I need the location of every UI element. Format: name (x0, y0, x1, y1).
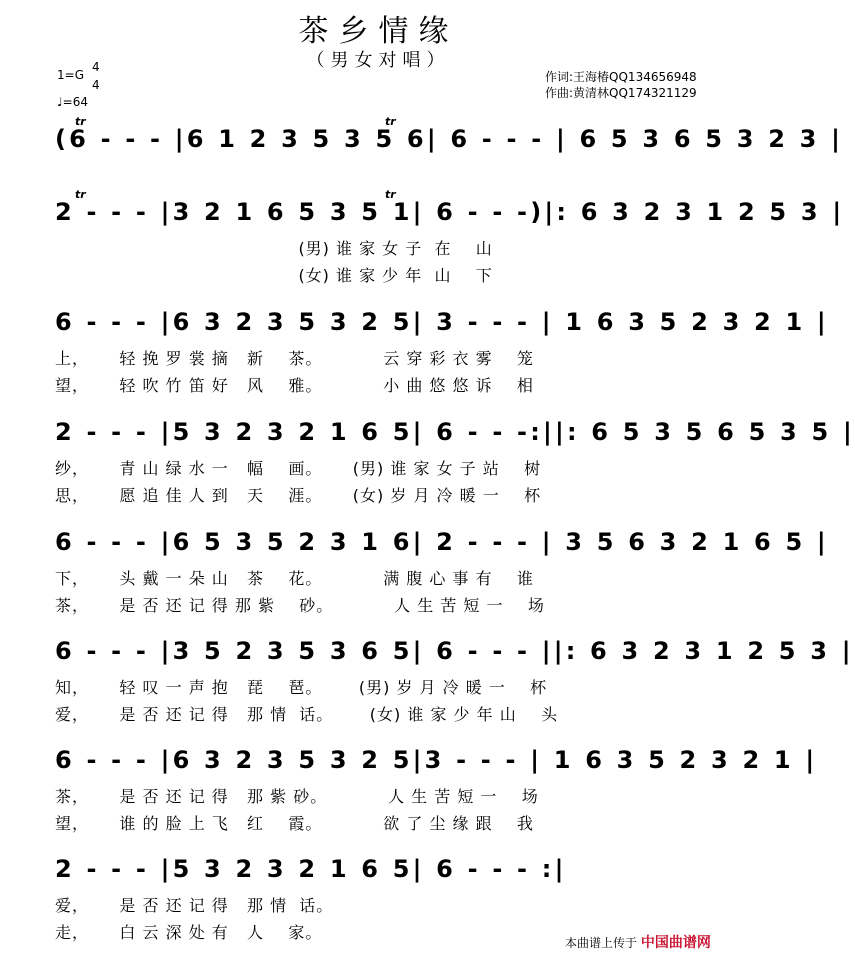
notation-line: 2 - - - |5 3 2 3 2 1 6 5| 6 - - - :| (55, 855, 567, 883)
lyric-line-2: 走， 白 云 深 处 有 人 家。 (55, 923, 323, 942)
notation-line: 2 - - - |3 2 1 6 5 3 5 1| 6 - - -)|: 6 3 2 3 1 2 5 3 | (55, 198, 845, 226)
score-row-8 (0, 855, 757, 942)
footer-prefix: 本曲谱上传于 (565, 936, 638, 950)
time-signature-top: 4 (92, 60, 100, 74)
site-brand-logo[interactable]: 中国曲谱网 (640, 935, 711, 951)
lyric-line-2: 望， 轻 吹 竹 笛 好 风 雅。 小 曲 悠 悠 诉 相 (55, 376, 534, 395)
lyric-line-1: 纱， 青 山 绿 水 一 幅 画。 (男) 谁 家 女 子 站 树 (55, 459, 542, 478)
lyric-line-2: 思， 愿 追 佳 人 到 天 涯。 (女) 岁 月 冷 暖 一 杯 (55, 486, 542, 505)
lyric-line-2: 茶， 是 否 还 记 得 那 紫 砂。 人 生 苦 短 一 场 (55, 596, 545, 615)
notation-line: 6 - - - |3 5 2 3 5 3 6 5| 6 - - - ||: 6 3 2 3 1 2 5 3 | (55, 637, 854, 665)
score-row-4 (0, 418, 855, 505)
lyric-line-1: 爱， 是 否 还 记 得 那 情 话。 (55, 896, 334, 915)
score-row-7 (0, 746, 818, 833)
trill-mark: tr (385, 115, 396, 128)
lyric-line-2: (女) 谁 家 少 年 山 下 (55, 266, 493, 285)
trill-mark: tr (75, 188, 86, 201)
lyric-line-2: 爱， 是 否 还 记 得 那 情 话。 (女) 谁 家 少 年 山 头 (55, 705, 559, 724)
score-row-6 (0, 637, 854, 724)
lyricist-credit: 作词:王海椿QQ134656948 (545, 70, 697, 84)
lyric-line-1: 上， 轻 挽 罗 裳 摘 新 茶。 云 穿 彩 衣 雾 笼 (55, 349, 534, 368)
notation-line: 6 - - - |6 3 2 3 5 3 2 5|3 - - - | 1 6 3 5 2 3 2 1 | (55, 746, 818, 774)
time-signature-bottom: 4 (92, 78, 100, 92)
lyric-line-1: 茶， 是 否 还 记 得 那 紫 砂。 人 生 苦 短 一 场 (55, 787, 539, 806)
score-row-3 (0, 308, 829, 395)
notation-line: 6 - - - |6 5 3 5 2 3 1 6| 2 - - - | 3 5 6 3 2 1 6 5 | (55, 528, 829, 556)
song-title: 茶乡情缘 (298, 14, 459, 49)
score-row-1 (0, 115, 844, 205)
composer-credit: 作曲:黄清林QQ174321129 (545, 86, 697, 100)
trill-mark: tr (385, 188, 396, 201)
notation-line: 2 - - - |5 3 2 3 2 1 6 5| 6 - - -:||: 6 5 3 5 6 5 3 5 | (55, 418, 855, 446)
lyric-line-2: 望， 谁 的 脸 上 飞 红 霞。 欲 了 尘 缘 跟 我 (55, 814, 534, 833)
key-signature: 1=G (57, 68, 84, 82)
song-subtitle: （男女对唱） (306, 50, 451, 71)
notation-line: 6 - - - |6 3 2 3 5 3 2 5| 3 - - - | 1 6 3 5 2 3 2 1 | (55, 308, 829, 336)
lyric-line-1: 知， 轻 叹 一 声 抱 琵 琶。 (男) 岁 月 冷 暖 一 杯 (55, 678, 548, 697)
upload-footer (565, 932, 711, 952)
lyric-line-1: (男) 谁 家 女 子 在 山 (55, 239, 493, 258)
tempo-marking: ♩=64 (57, 95, 88, 109)
notation-line: (6 - - - |6 1 2 3 5 3 5 6| 6 - - - | 6 5 3 6 5 3 2 3 | (55, 125, 844, 153)
score-row-2 (0, 188, 845, 285)
score-row-5 (0, 528, 829, 615)
lyric-line-1: 下， 头 戴 一 朵 山 茶 花。 满 腹 心 事 有 谁 (55, 569, 534, 588)
trill-mark: tr (75, 115, 86, 128)
